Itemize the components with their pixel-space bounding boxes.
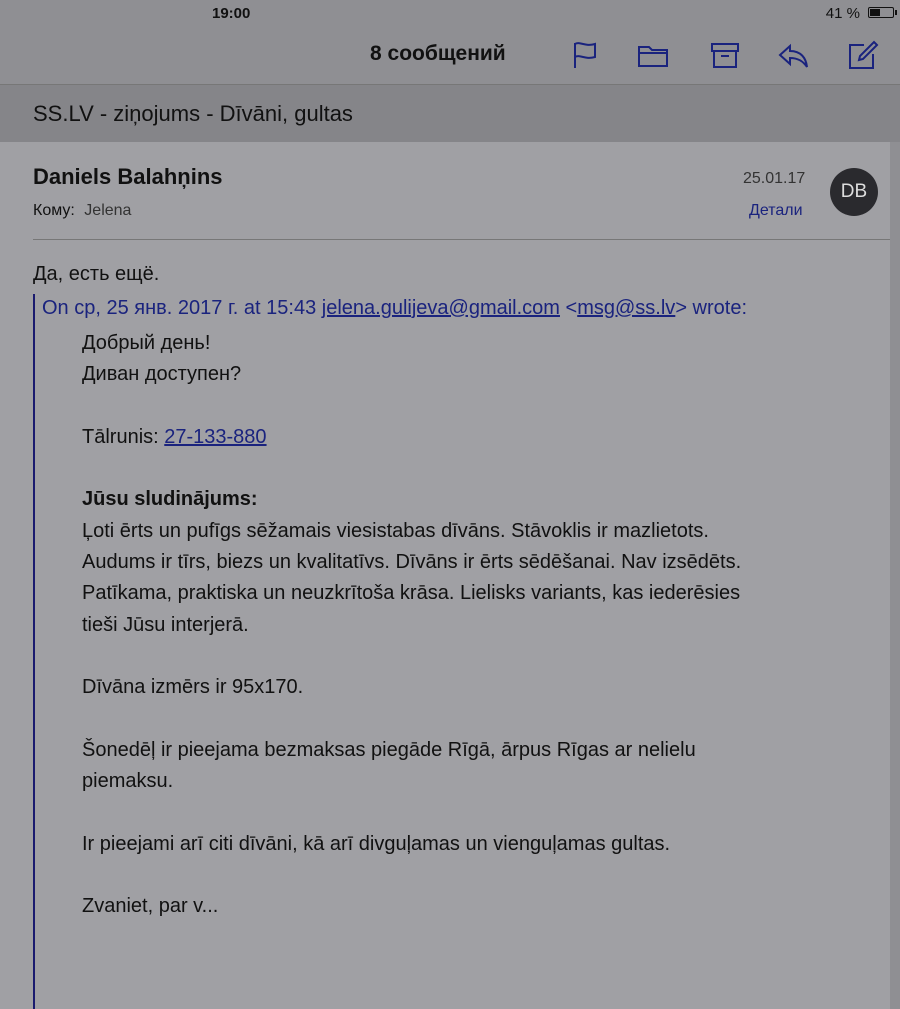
quote-header-prefix: On ср, 25 янв. 2017 г. at 15:43 (42, 297, 317, 319)
wrote-label: > wrote: (675, 297, 748, 319)
reply-icon[interactable] (776, 38, 810, 72)
flag-icon[interactable] (568, 38, 602, 72)
header-divider (33, 239, 890, 240)
question-line: Диван доступен? (82, 363, 242, 386)
angle-open: < (565, 297, 578, 319)
ss-address-link[interactable]: msg@ss.lv (577, 297, 676, 319)
size-line: Dīvāna izmērs ir 95x170. (82, 676, 304, 699)
ad-line: Ļoti ērts un pufīgs sēžamais viesistabas dīvāns. Stāvoklis ir mazlietots. (82, 519, 709, 542)
greeting-line: Добрый день! (82, 332, 211, 354)
subject-bar (0, 85, 900, 142)
battery-icon (868, 7, 894, 18)
recipient-row (33, 202, 131, 220)
to-label: Кому: (33, 202, 75, 219)
quoted-message (82, 328, 802, 923)
folder-icon[interactable] (636, 38, 670, 72)
phone-label: Tālrunis: (82, 425, 165, 448)
reply-body: Да, есть ещё. (33, 263, 160, 285)
closing-line: Zvaniet, par v... (82, 895, 219, 918)
email-subject: SS.LV - ziņojums - Dīvāni, gultas (33, 101, 353, 126)
compose-icon[interactable] (846, 38, 880, 72)
delivery-line: Šonedēļ ir pieejama bezmaksas piegāde Rīgā, ārpus Rīgas ar nelielu (82, 738, 696, 761)
other-offers-line: Ir pieejami arī citi dīvāni, kā arī divguļamas un vienguļamas gultas. (82, 832, 671, 855)
ad-heading: Jūsu sludinājums: (82, 488, 258, 511)
avatar: DB (830, 168, 878, 216)
recipient-name[interactable]: Jelena (84, 202, 132, 219)
details-link[interactable]: Детали (749, 202, 803, 219)
ad-line: Audums ir tīrs, biezs un kvalitatīvs. Dīvāns ir ērts sēdēšanai. Nav izsēdēts. (82, 551, 742, 574)
quote-header (42, 297, 747, 320)
sender-name: Daniels Balahņins (33, 164, 223, 189)
status-bar (0, 0, 900, 28)
message-count-title: 8 сообщений (370, 42, 506, 65)
message-card (0, 142, 890, 1009)
status-time: 19:00 (212, 5, 251, 22)
message-date: 25.01.17 (743, 170, 806, 187)
phone-link[interactable]: 27-133-880 (164, 425, 267, 448)
navigation-bar (0, 28, 900, 85)
quote-bar (33, 294, 35, 1009)
delivery-line: piemaksu. (82, 770, 174, 793)
ad-line: Patīkama, praktiska un neuzkrītoša krāsa. Lielisks variants, kas iederēsies (82, 582, 741, 605)
quoted-sender-email-link[interactable]: jelena.gulijeva@gmail.com (321, 297, 560, 319)
battery-percentage: 41 % (825, 5, 860, 22)
archive-icon[interactable] (708, 38, 742, 72)
ad-line: tieši Jūsu interjerā. (82, 613, 249, 636)
phone-line (82, 422, 802, 453)
